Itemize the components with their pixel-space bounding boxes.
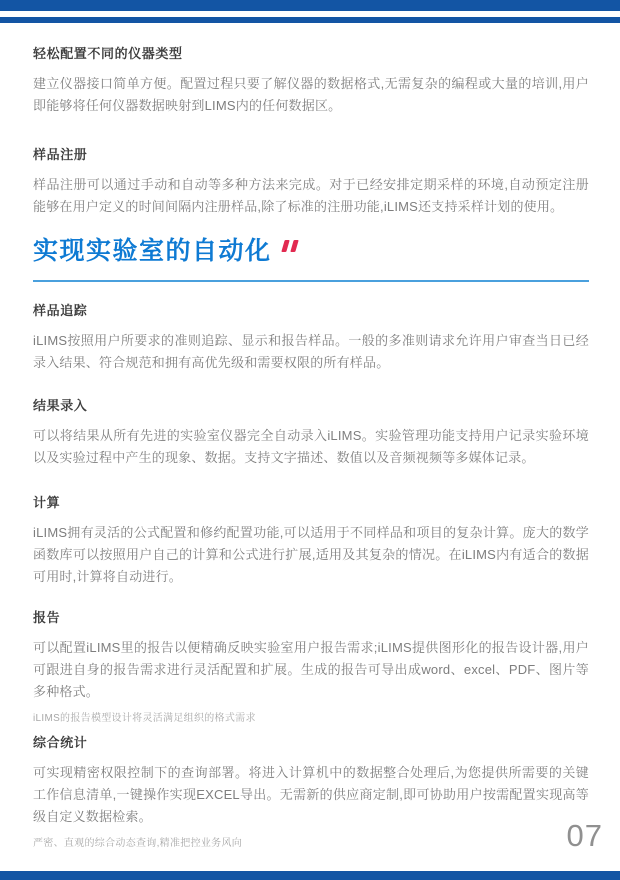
- section-body: 样品注册可以通过手动和自动等多种方法来完成。对于已经安排定期采样的环境,自动预定注册能够在用户定义的时间间隔内注册样品,除了标准的注册功能,iLIMS还支持采样计划的使用。: [33, 177, 589, 214]
- section-sample-tracking: [33, 303, 589, 374]
- section-body: 可以将结果从所有先进的实验室仪器完全自动录入iLIMS。实验管理功能支持用户记录实验环境以及实验过程中产生的现象、数据。支持文字描述、数值以及音频视频等多媒体记录。: [33, 428, 589, 465]
- section-heading: 计算: [33, 495, 61, 510]
- section-caption: iLIMS的报告模型设计将灵活满足组织的格式需求: [33, 713, 256, 724]
- section-caption: 严密、直观的综合动态查询,精准把控业务风向: [33, 838, 243, 849]
- page-number: 07: [566, 818, 603, 853]
- section-calculation: [33, 495, 589, 588]
- section-instrument-config: [33, 46, 589, 117]
- feature-title: 实现实验室的自动化: [33, 237, 272, 265]
- section-heading: 报告: [33, 610, 61, 625]
- section-body: iLIMS拥有灵活的公式配置和修约配置功能,可以适用于不同样品和项目的复杂计算。庞大的数学函数库可以按照用户自己的计算和公式进行扩展,适用及其复杂的情况。在iLIMS内有适合的数据可用时,计算将自动进行。: [33, 525, 589, 584]
- section-body: 可实现精密权限控制下的查询部署。将进入计算机中的数据整合处理后,为您提供所需要的关键工作信息清单,一键操作实现EXCEL导出。无需新的供应商定制,即可协助用户按需配置实现高等级自定义数据检索。: [33, 765, 589, 824]
- section-heading: 轻松配置不同的仪器类型: [33, 46, 183, 61]
- top-bar-primary: [0, 0, 620, 11]
- feature-title-block: [33, 236, 589, 266]
- section-heading: 结果录入: [33, 398, 88, 413]
- section-statistics: [33, 735, 589, 850]
- section-body: 可以配置iLIMS里的报告以便精确反映实验室用户报告需求;iLIMS提供图形化的报告设计器,用户可跟进自身的报告需求进行灵活配置和扩展。生成的报告可导出成word、excel、PDF、图片等多种格式。: [33, 640, 589, 699]
- section-result-entry: [33, 398, 589, 469]
- top-bar-secondary: [0, 17, 620, 23]
- section-sample-registration: [33, 147, 589, 218]
- section-heading: 样品追踪: [33, 303, 88, 318]
- section-body: 建立仪器接口简单方便。配置过程只要了解仪器的数据格式,无需复杂的编程或大量的培训,用户即能够将任何仪器数据映射到LIMS内的任何数据区。: [33, 76, 589, 113]
- bottom-bar: [0, 871, 620, 880]
- section-heading: 综合统计: [33, 735, 88, 750]
- quote-marks-icon: [279, 239, 297, 257]
- section-heading: 样品注册: [33, 147, 88, 162]
- divider-rule: [33, 280, 589, 282]
- section-reporting: [33, 610, 589, 725]
- section-body: iLIMS按照用户所要求的准则追踪、显示和报告样品。一般的多准则请求允许用户审查当日已经录入结果、符合规范和拥有高优先级和需要权限的所有样品。: [33, 333, 589, 370]
